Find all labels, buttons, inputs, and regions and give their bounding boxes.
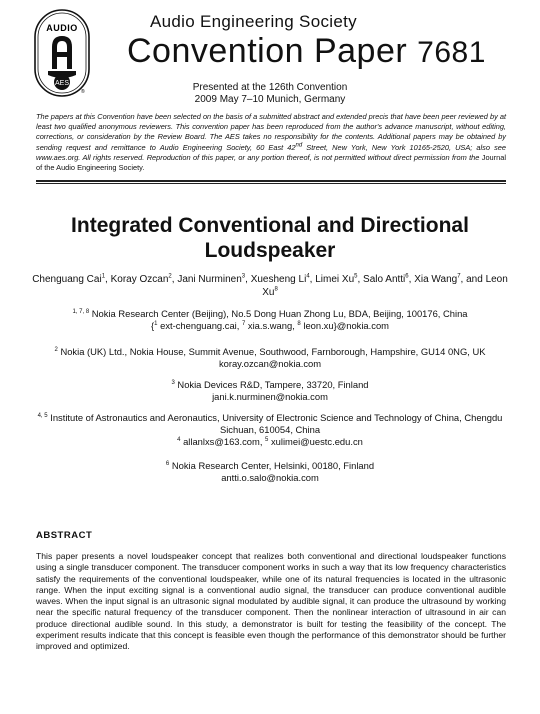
email: koray.ozcan@nokia.com xyxy=(218,358,322,369)
affiliation-address xyxy=(30,308,510,320)
author-sep: , xyxy=(408,274,415,285)
disclaimer-sup: nd xyxy=(295,142,303,149)
email-brace: { xyxy=(151,320,155,331)
author-sup: 1 xyxy=(101,273,106,280)
author-sup: 8 xyxy=(274,286,278,293)
author xyxy=(251,274,316,285)
author xyxy=(111,274,178,285)
affiliation-text: Institute of Astronautics and Aeronautics, University of Electronic Science and Technology of China, Chengdu Sichuan, 610054, China xyxy=(47,412,503,435)
affiliation-text: Nokia (UK) Ltd., Nokia House, Summit Avenue, Southwood, Farnborough, Hampshire, GU14 0NG, UK xyxy=(57,346,486,357)
affiliation-address xyxy=(30,346,510,358)
email-sup: 7 xyxy=(241,320,246,327)
logo-top-text: AUDIO xyxy=(46,23,78,33)
affiliation-sup: 3 xyxy=(171,379,175,386)
affiliation-text: Nokia Research Center, Helsinki, 00180, Finland xyxy=(169,460,375,471)
author-sep: , and xyxy=(460,274,486,285)
author xyxy=(363,274,414,285)
email-sup: 4 xyxy=(177,436,181,443)
author-sup: 5 xyxy=(354,273,358,280)
author-name: Salo Antti xyxy=(363,274,406,285)
affiliation-3 xyxy=(30,379,510,403)
email: allanlxs@163.com, xyxy=(180,436,266,447)
abstract-heading: ABSTRACT xyxy=(36,530,93,541)
author-sup: 6 xyxy=(405,273,409,280)
convention-paper-title xyxy=(127,32,486,71)
email: ext-chenguang.cai, xyxy=(157,320,242,331)
paper-title-line-2: Loudspeaker xyxy=(204,239,336,262)
presented-line-2: 2009 May 7–10 Munich, Germany xyxy=(194,94,346,105)
author-sup: 2 xyxy=(168,273,172,280)
author-sep: , xyxy=(309,274,316,285)
author-sep: , xyxy=(245,274,251,285)
author-sep: , xyxy=(357,274,364,285)
disclaimer-part-2: Street, New York, New York 10165-2520, USA; also see www.aes.org. All rights reserved. Reproduction of this paper, or any portion thereof, is not permitted without direct permission from the xyxy=(36,142,506,162)
author-list xyxy=(30,273,510,299)
author-name: Xuesheng Li xyxy=(250,274,307,285)
disclaimer-journal: Journal of the Audio Engineering Society xyxy=(36,152,506,173)
registered-mark: ® xyxy=(81,89,85,95)
affiliation-emails xyxy=(30,436,510,448)
affiliation-emails xyxy=(30,320,510,332)
presented-info xyxy=(0,82,540,106)
email: antti.o.salo@nokia.com xyxy=(221,472,319,483)
affiliation-text: Nokia Devices R&D, Tampere, 33720, Finland xyxy=(174,379,369,390)
author-name: Limei Xu xyxy=(315,274,355,285)
author xyxy=(414,274,485,285)
author-sup: 3 xyxy=(241,273,246,280)
author-sep: , xyxy=(105,274,111,285)
paper-title xyxy=(30,213,510,263)
author xyxy=(32,274,110,285)
affiliation-address xyxy=(30,412,510,436)
author-name: Jani Nurminen xyxy=(177,274,242,285)
email: leon.xu}@nokia.com xyxy=(300,320,389,331)
author-name: Xia Wang xyxy=(414,274,458,285)
email-sup: 8 xyxy=(297,320,301,327)
affiliation-address xyxy=(30,460,510,472)
affiliation-1 xyxy=(30,308,510,332)
affiliation-address xyxy=(30,379,510,391)
author-name: Koray Ozcan xyxy=(110,274,169,285)
author-sup: 7 xyxy=(457,273,461,280)
header-rule-thick xyxy=(36,180,506,182)
disclaimer xyxy=(36,112,506,173)
paper-title-line-1: Integrated Conventional and Directional xyxy=(71,214,469,237)
disclaimer-end: . xyxy=(142,163,145,173)
convention-word: Convention Paper xyxy=(127,32,408,70)
email: xia.s.wang, xyxy=(245,320,298,331)
affiliation-sup: 1, 7, 8 xyxy=(72,308,90,315)
author xyxy=(315,274,363,285)
email: jani.k.nurminen@nokia.com xyxy=(212,391,328,402)
header-rule-thin xyxy=(36,183,506,184)
author xyxy=(177,274,250,285)
affiliation-text: Nokia Research Center (Beijing), No.5 Dong Huan Zhong Lu, BDA, Beijing, 100176, China xyxy=(89,308,468,319)
presented-line-1: Presented at the 126th Convention xyxy=(192,82,348,93)
abstract-body: This paper presents a novel loudspeaker concept that realizes both conventional and directional loudspeaker functions using a single transducer component. The transducer component works in such a way that its low frequency characteristics satisfy the requirements of the conventional loudspeaker, while one of its natural frequencies is located in the ultrasonic range. When the input exciting signal is a conventional audio signal, the transducer can produce conventional audible waves. When the input signal is an ultrasonic signal modulated by audible signal, it can produce the ultrasound by working near the specific natural frequency of the transducer component. Then the nonlinear interaction of ultrasound in air can produce directional audible sound. In this study, a demonstrator is built for testing the feasibility of the concept. The experiment results indicate that this concept is feasible even though the performance of this demonstrator should be further improved and optimized. xyxy=(36,551,506,652)
author-name: Leon Xu xyxy=(262,274,508,298)
author-name: Chenguang Cai xyxy=(32,274,102,285)
logo-bottom-text: AES xyxy=(54,80,70,87)
author-sep: , xyxy=(171,274,178,285)
email-sup: 1 xyxy=(154,320,158,327)
author-sup: 4 xyxy=(306,273,310,280)
affiliation-sup: 2 xyxy=(54,346,58,353)
paper-number: 7681 xyxy=(417,36,486,69)
email-sup: 5 xyxy=(265,436,269,443)
society-name: Audio Engineering Society xyxy=(150,12,357,31)
disclaimer-part-1: The papers at this Convention have been selected on the basis of a submitted abstract and extended precis that have been peer reviewed by at least two qualified anonymous reviewers. This convention paper has been reproduced from the author's advance manuscript, without editing, corrections, or consideration by the Review Board. The AES takes no responsibility for the contents. Additional papers may be obtained by sending request and remittance to Audio Engineering Society, 60 East 42 xyxy=(36,112,506,152)
affiliation-sup: 6 xyxy=(165,460,170,467)
affiliation-6 xyxy=(30,460,510,484)
affiliation-sup: 4, 5 xyxy=(37,412,48,419)
affiliation-4 xyxy=(30,412,510,448)
email: xulimei@uestc.edu.cn xyxy=(268,436,363,447)
affiliation-2 xyxy=(30,346,510,370)
